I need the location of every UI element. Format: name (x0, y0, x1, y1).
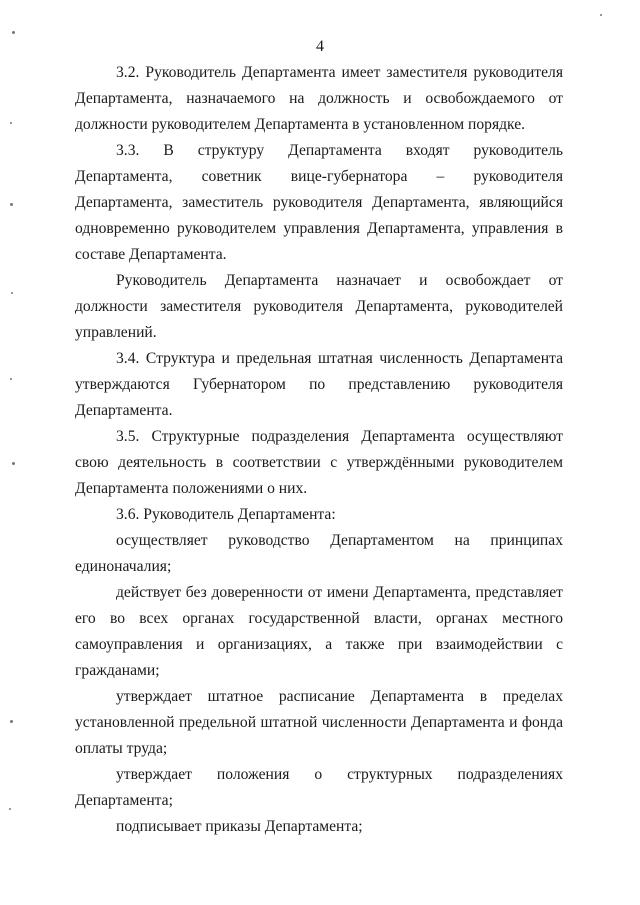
scan-speck (600, 14, 602, 16)
document-body (75, 60, 563, 840)
duty-item-4: утверждает положения о структурных подразделениях Департамента; (75, 766, 563, 809)
scan-speck (12, 462, 15, 465)
paragraph-3-3: 3.3. В структуру Департамента входят руководитель Департамента, советник вице-губернатора – руководителя Департамента, заместитель руководителя Департамента, являющийся одновременно руководителем управления Департамента, управления в составе Департамента. (75, 142, 563, 263)
scan-speck (10, 122, 12, 124)
scan-speck (12, 31, 15, 34)
scan-speck (10, 378, 12, 380)
duty-item-2: действует без доверенности от имени Департамента, представляет его во всех органах государственной власти, органах местного самоуправления и организациях, а также при взаимодействии с гражданами; (75, 584, 563, 679)
paragraph-3-2: 3.2. Руководитель Департамента имеет заместителя руководителя Департамента, назначаемого на должность и освобождаемого от должности руководителем Департамента в установленном порядке. (75, 64, 563, 133)
scan-speck (11, 292, 13, 294)
duty-item-1: осуществляет руководство Департаментом на принципах единоначалия; (75, 532, 563, 575)
duty-item-3: утверждает штатное расписание Департамента в пределах установленной предельной штатной численности Департамента и фонда оплаты труда; (75, 688, 563, 757)
scan-speck (10, 720, 13, 723)
scan-speck (10, 203, 13, 206)
duty-item-5: подписывает приказы Департамента; (116, 818, 363, 835)
paragraph-head-appoints: Руководитель Департамента назначает и освобождает от должности заместителя руководителя Департамента, руководителей управлений. (75, 272, 563, 341)
scan-speck (9, 808, 11, 810)
paragraph-3-5: 3.5. Структурные подразделения Департамента осуществляют свою деятельность в соответствии с утверждёнными руководителем Департамента положениями о них. (75, 428, 563, 497)
page-number: 4 (316, 38, 324, 55)
paragraph-3-6: 3.6. Руководитель Департамента: (116, 506, 336, 523)
paragraph-3-4: 3.4. Структура и предельная штатная численность Департамента утверждаются Губернатором по представлению руководителя Департамента. (75, 350, 563, 419)
